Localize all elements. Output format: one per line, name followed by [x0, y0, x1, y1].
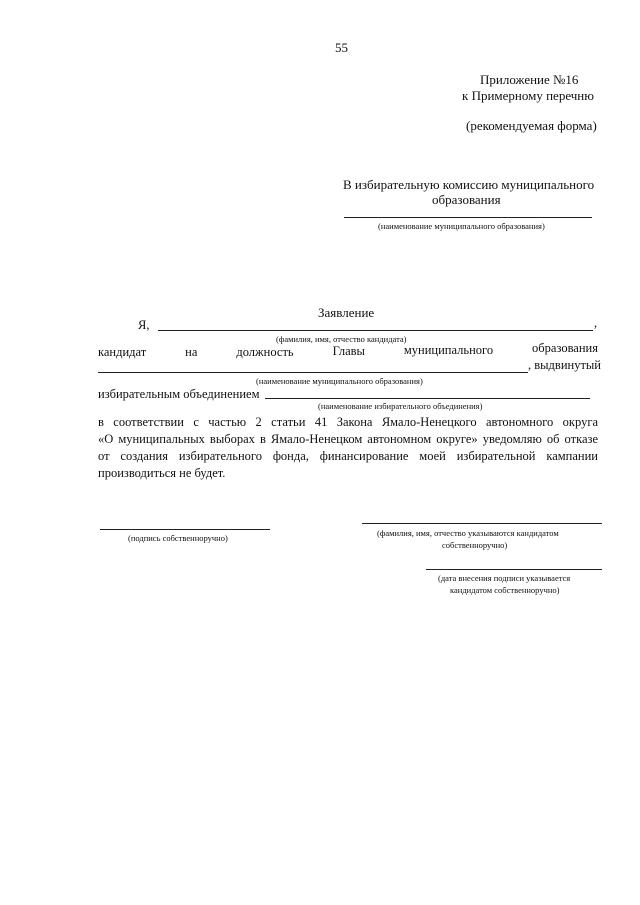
candidate-word-2: на	[185, 345, 198, 359]
nominated-label: , выдвинутый	[528, 358, 601, 372]
i-label: Я,	[138, 318, 150, 332]
association-caption: (наименование избирательного объединения)	[318, 401, 483, 411]
association-blank-line	[265, 398, 590, 399]
statement-paragraph	[98, 414, 598, 482]
signature-line	[100, 529, 270, 530]
candidate-word-6: образования	[532, 341, 598, 355]
paragraph-line-4: производиться не будет.	[98, 466, 226, 480]
candidate-word-5: муниципального	[403, 343, 494, 357]
candidate-line	[98, 343, 598, 360]
candidate-name-line	[362, 523, 602, 524]
paragraph-line-1: в соответствии с частью 2 статьи 41 Закона Ямало-Ненецкого автономного округа	[98, 415, 598, 429]
form-note: (рекомендуемая форма)	[466, 118, 597, 133]
page-number: 55	[335, 40, 348, 55]
association-label: избирательным объединением	[98, 387, 260, 401]
paragraph-line-3: от создания избирательного фонда, финансирование моей избирательной кампании	[98, 449, 598, 463]
signature-caption: (подпись собственноручно)	[128, 533, 228, 543]
candidate-word-3: должность	[236, 345, 294, 359]
name-caption: (фамилия, имя, отчество кандидата)	[276, 334, 407, 344]
addressee-line2: образования	[432, 192, 501, 207]
candidate-word-1: кандидат	[98, 345, 147, 359]
name-comma: ,	[594, 316, 598, 330]
addressee-line1: В избирательную комиссию муниципального	[343, 177, 595, 192]
date-caption-2: кандидатом собственноручно)	[450, 585, 560, 595]
candidate-name-caption-1: (фамилия, имя, отчество указываются кандидатом	[377, 528, 559, 538]
date-caption-1: (дата внесения подписи указывается	[438, 573, 571, 583]
name-blank-line	[158, 330, 593, 331]
candidate-word-4: Главы	[332, 344, 365, 358]
candidate-name-caption-2: собственноручно)	[442, 540, 508, 550]
appendix-label: Приложение №16	[480, 72, 579, 87]
municipality-line	[98, 372, 528, 373]
date-line	[426, 569, 602, 570]
list-reference: к Примерному перечню	[462, 88, 594, 103]
municipality-blank-line	[344, 217, 592, 218]
municipality-caption-2: (наименование муниципального образования)	[256, 376, 423, 386]
paragraph-line-2: «О муниципальных выборах в Ямало-Ненецком автономном округе» уведомляю об отказе	[98, 432, 598, 446]
document-title: Заявление	[318, 305, 375, 320]
municipality-caption: (наименование муниципального образования)	[378, 221, 545, 231]
